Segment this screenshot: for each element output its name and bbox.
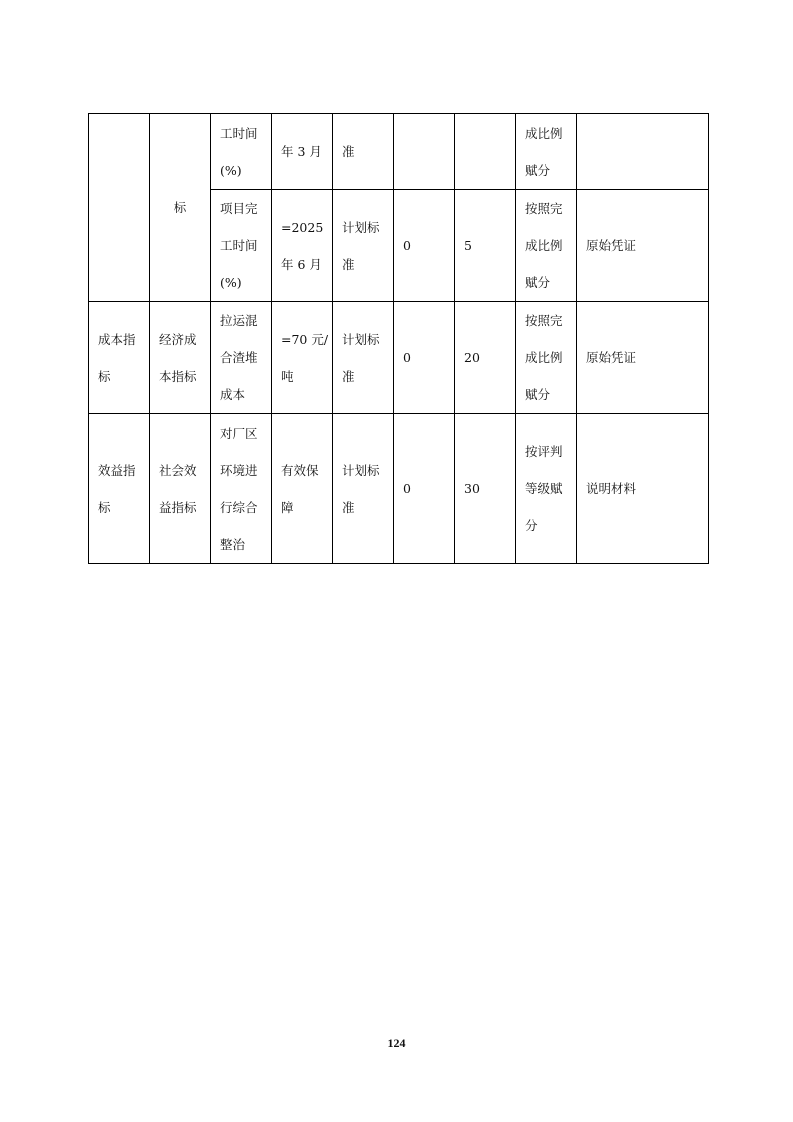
cell-source — [577, 114, 709, 190]
cell-value: 有效保 障 — [272, 414, 333, 564]
cell-min: 0 — [394, 414, 455, 564]
cell-indicator: 工时间 (%) — [211, 114, 272, 190]
cell-indicator: 对厂区 环境进 行综合 整治 — [211, 414, 272, 564]
cell-indicator: 项目完 工时间 (%) — [211, 190, 272, 302]
cell-subcategory: 经济成 本指标 — [150, 302, 211, 414]
cell-category: 成本指 标 — [89, 302, 150, 414]
cell-method: 按评判 等级赋 分 — [516, 414, 577, 564]
cell-standard: 准 — [333, 114, 394, 190]
cell-subcategory: 社会效 益指标 — [150, 414, 211, 564]
cell-source: 原始凭证 — [577, 190, 709, 302]
cell-category: 效益指 标 — [89, 414, 150, 564]
table-row — [89, 302, 709, 414]
cell-method: 按照完 成比例 赋分 — [516, 190, 577, 302]
cell-standard: 计划标 准 — [333, 414, 394, 564]
table-row — [89, 414, 709, 564]
cell-method: 成比例 赋分 — [516, 114, 577, 190]
table-row — [89, 114, 709, 190]
cell-value: 年 3 月 — [272, 114, 333, 190]
cell-subcategory: 标 — [150, 114, 211, 302]
cell-value: =70 元/ 吨 — [272, 302, 333, 414]
cell-value: =2025 年 6 月 — [272, 190, 333, 302]
cell-min: 0 — [394, 302, 455, 414]
cell-method: 按照完 成比例 赋分 — [516, 302, 577, 414]
cell-min: 0 — [394, 190, 455, 302]
cell-standard: 计划标 准 — [333, 302, 394, 414]
cell-indicator: 拉运混 合渣堆 成本 — [211, 302, 272, 414]
cell-weight — [455, 114, 516, 190]
cell-weight: 30 — [455, 414, 516, 564]
cell-source: 原始凭证 — [577, 302, 709, 414]
cell-weight: 5 — [455, 190, 516, 302]
cell-standard: 计划标 准 — [333, 190, 394, 302]
page-number: 124 — [387, 1036, 406, 1050]
cell-min — [394, 114, 455, 190]
cell-weight: 20 — [455, 302, 516, 414]
cell-category-empty — [89, 114, 150, 302]
indicator-table — [88, 113, 709, 564]
cell-source: 说明材料 — [577, 414, 709, 564]
